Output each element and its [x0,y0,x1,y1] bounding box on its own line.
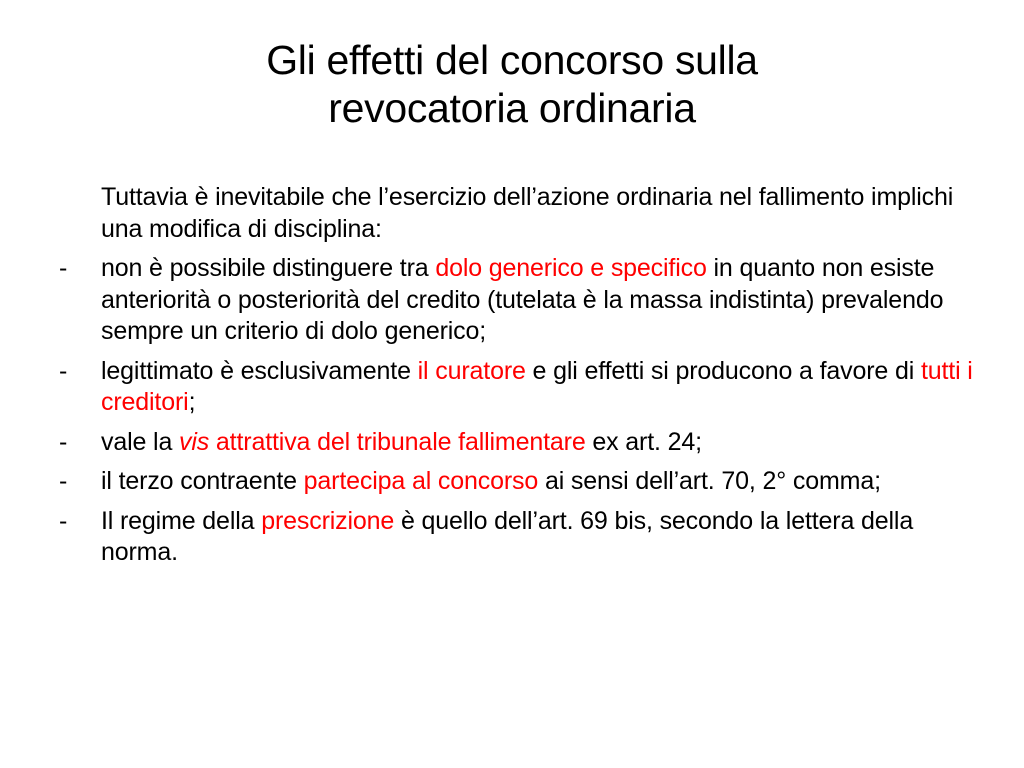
bullet-dash: - [59,356,68,385]
item-5-text-a: Il regime della [101,506,262,535]
bullet-item-1 [56,253,974,348]
title-line-2: revocatoria ordinaria [328,85,696,131]
item-5-text-c: è quello dell’art. 69 bis, secondo la lettera della norma. [101,506,914,566]
item-2-text-c: e gli effetti si producono a favore di [525,356,921,385]
item-2-text-a: legittimato è esclusivamente [101,356,418,385]
intro-paragraph [56,182,974,245]
bullet-dash: - [59,467,68,495]
bullet-dash: - [59,254,68,282]
item-1-text-c: in quanto non esiste anteriorità o posteriorità del credito (tutelata è la massa indistinta) prevalendo sempre un criterio di dolo generico; [101,254,944,345]
item-3-highlight: attrattiva del tribunale fallimentare [209,427,586,456]
bullet-dash: - [59,427,68,456]
slide-title [112,36,912,132]
title-line-1: Gli effetti del concorso sulla [266,37,758,83]
item-4-text-a: il terzo contraente [101,467,304,495]
bullet-item-2 [56,356,974,419]
item-3-text-c: ex art. 24; [585,427,702,456]
item-5-highlight: prescrizione [261,506,395,535]
intro-text: Tuttavia è inevitabile che l’esercizio dell’azione ordinaria nel fallimento implichi una modifica di disciplina: [101,183,954,243]
slide-body [56,182,974,577]
item-3-text-a: vale la [101,427,180,456]
bullet-item-5 [56,506,974,569]
bullet-dash: - [59,506,68,535]
bullet-item-3 [56,427,974,459]
item-2-text-e: ; [188,388,196,416]
bullet-item-4 [56,466,974,498]
item-2-highlight-curatore: il curatore [417,356,526,385]
item-4-highlight: partecipa al concorso [303,467,539,495]
item-1-highlight: dolo generico e specifico [435,254,707,282]
item-4-text-c: ai sensi dell’art. 70, 2° comma; [538,467,881,495]
item-1-text-a: non è possibile distinguere tra [101,254,436,282]
item-3-highlight-vis: vis [179,427,210,456]
item-2-highlight-creditori: tutti i creditori [101,356,973,416]
